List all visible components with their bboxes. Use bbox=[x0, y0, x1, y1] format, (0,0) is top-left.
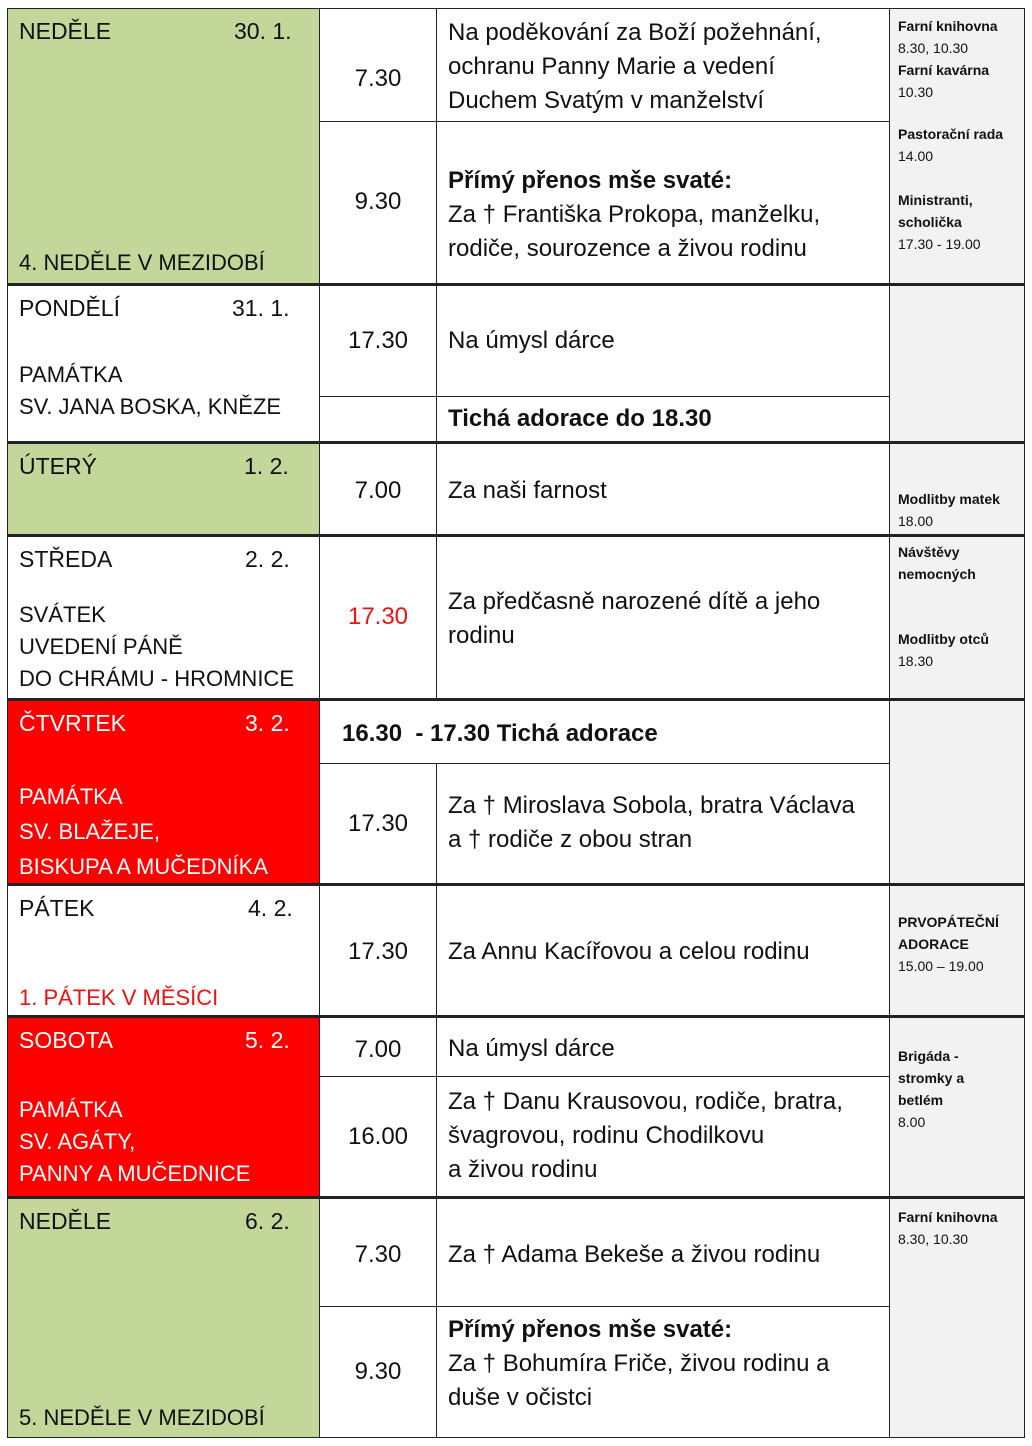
mass-time: 17.30 bbox=[347, 603, 409, 630]
day-name: ČTVRTEK bbox=[19, 710, 126, 736]
mass-intention: Za † Miroslava Sobola, bratra Václava a † rodiče z obou stran bbox=[448, 792, 855, 853]
mass-time-cell bbox=[319, 1196, 437, 1307]
mass-intention-cell bbox=[436, 1196, 890, 1307]
mass-time: 7.00 bbox=[354, 1036, 402, 1063]
notes-cell bbox=[889, 534, 1025, 699]
day-name: ÚTERÝ bbox=[19, 453, 97, 479]
note: Brigáda - stromky a betlém 8.00 bbox=[898, 1048, 965, 1130]
note: Pastorační rada 14.00 bbox=[898, 126, 1004, 164]
broadcast-heading: Přímý přenos mše svaté: bbox=[448, 167, 733, 194]
mass-time-cell bbox=[319, 283, 437, 397]
feast-name: PAMÁTKA SV. AGÁTY, PANNY A MUČEDNICE bbox=[19, 1097, 251, 1186]
notes-cell bbox=[889, 698, 1025, 884]
mass-intention-cell bbox=[436, 121, 890, 284]
feast-name: SVÁTEK UVEDENÍ PÁNĚ DO CHRÁMU - HROMNICE bbox=[19, 602, 294, 691]
mass-intention-cell bbox=[436, 441, 890, 535]
day-cell-tuesday bbox=[7, 441, 320, 535]
mass-intention: Na úmysl dárce bbox=[448, 327, 615, 354]
day-name: NEDĚLE bbox=[19, 1208, 112, 1234]
mass-time: 7.00 bbox=[354, 477, 402, 504]
adoration-cell bbox=[319, 698, 890, 764]
mass-intention: Na úmysl dárce bbox=[448, 1035, 615, 1062]
mass-intention-cell bbox=[436, 1015, 890, 1077]
mass-intention: Přímý přenos mše svaté: Za † Františka Prokopa, manželku, rodiče, sourozence a živou rodinu bbox=[448, 164, 879, 266]
notes-cell bbox=[889, 1196, 1025, 1438]
mass-time: 7.30 bbox=[354, 65, 402, 92]
note: Farní knihovna 8.30, 10.30 Farní kavárna 10.30 bbox=[898, 18, 998, 100]
mass-intention-cell bbox=[436, 763, 890, 884]
day-cell-saturday bbox=[7, 1015, 320, 1197]
day-date: 6. 2. bbox=[245, 1208, 290, 1234]
day-cell-sunday-30 bbox=[7, 8, 320, 284]
note: PRVOPÁTEČNÍ ADORACE 15.00 – 19.00 bbox=[898, 914, 999, 974]
day-name: SOBOTA bbox=[19, 1027, 114, 1053]
notes-cell bbox=[889, 883, 1025, 1016]
day-date: 2. 2. bbox=[245, 546, 290, 572]
mass-time-cell bbox=[319, 883, 437, 1016]
mass-time-cell bbox=[319, 534, 437, 699]
day-date: 31. 1. bbox=[232, 295, 290, 321]
mass-intention: Za předčasně narozené dítě a jeho rodinu bbox=[448, 588, 821, 649]
mass-time-cell bbox=[319, 8, 437, 122]
feast-name: 4. NEDĚLE V MEZIDOBÍ bbox=[19, 250, 265, 275]
day-cell-thursday bbox=[7, 698, 320, 884]
mass-time-cell bbox=[319, 1076, 437, 1197]
mass-intention-cell bbox=[436, 1076, 890, 1197]
mass-intention: Přímý přenos mše svaté: Za † Bohumíra Friče, živou rodinu a duše v očistci bbox=[448, 1313, 879, 1415]
mass-intention: Za Annu Kacířovou a celou rodinu bbox=[448, 938, 810, 965]
mass-intention-cell bbox=[436, 8, 890, 122]
empty-time-cell bbox=[319, 396, 437, 442]
feast-name: 5. NEDĚLE V MEZIDOBÍ bbox=[19, 1405, 265, 1430]
mass-intention-cell bbox=[436, 1306, 890, 1438]
mass-intention: Za † Danu Krausovou, rodiče, bratra, švagrovou, rodinu Chodilkovu a živou rodinu bbox=[448, 1088, 843, 1183]
mass-time-cell bbox=[319, 763, 437, 884]
day-name: STŘEDA bbox=[19, 546, 113, 572]
note: Farní knihovna 8.30, 10.30 bbox=[898, 1209, 998, 1247]
mass-time: 9.30 bbox=[354, 1358, 402, 1385]
note: Modlitby matek 18.00 bbox=[898, 491, 1000, 529]
day-cell-monday bbox=[7, 283, 320, 442]
day-date: 30. 1. bbox=[234, 18, 292, 44]
mass-intention: Na poděkování za Boží požehnání, ochranu Panny Marie a vedení Duchem Svatým v manželství bbox=[448, 19, 822, 114]
feast-name: PAMÁTKA SV. JANA BOSKA, KNĚZE bbox=[19, 362, 282, 419]
day-name: NEDĚLE bbox=[19, 18, 112, 44]
mass-intention-cell bbox=[436, 283, 890, 397]
mass-intention: Za † Adama Bekeše a živou rodinu bbox=[448, 1241, 821, 1268]
mass-time-cell bbox=[319, 1306, 437, 1438]
adoration-text: 16.30 - 17.30 Tichá adorace bbox=[342, 720, 658, 747]
mass-time-cell bbox=[319, 441, 437, 535]
day-date: 1. 2. bbox=[244, 453, 289, 479]
mass-intention-cell bbox=[436, 883, 890, 1016]
mass-time-cell bbox=[319, 121, 437, 284]
feast-name: PAMÁTKA SV. BLAŽEJE, BISKUPA A MUČEDNÍKA bbox=[19, 784, 269, 879]
notes-cell bbox=[889, 441, 1025, 535]
notes-cell bbox=[889, 283, 1025, 442]
notes-cell bbox=[889, 1015, 1025, 1197]
day-name: PÁTEK bbox=[19, 895, 95, 921]
note: Návštěvy nemocných bbox=[898, 544, 976, 582]
mass-time-cell bbox=[319, 1015, 437, 1077]
note: Modlitby otců 18.30 bbox=[898, 631, 989, 669]
mass-intention-cell bbox=[436, 534, 890, 699]
day-name: PONDĚLÍ bbox=[19, 295, 120, 321]
feast-name: 1. PÁTEK V MĚSÍCI bbox=[19, 985, 219, 1010]
day-cell-wednesday bbox=[7, 534, 320, 699]
mass-time: 7.30 bbox=[354, 1241, 402, 1268]
broadcast-heading: Přímý přenos mše svaté: bbox=[448, 1316, 733, 1343]
mass-time: 16.00 bbox=[347, 1123, 409, 1150]
day-date: 3. 2. bbox=[245, 710, 290, 736]
day-date: 5. 2. bbox=[245, 1027, 290, 1053]
notes-cell bbox=[889, 8, 1025, 284]
adoration-cell bbox=[436, 396, 890, 442]
mass-time: 9.30 bbox=[354, 188, 402, 215]
day-cell-friday bbox=[7, 883, 320, 1016]
mass-time: 17.30 bbox=[347, 938, 409, 965]
adoration-text: Tichá adorace do 18.30 bbox=[448, 405, 712, 432]
mass-time: 17.30 bbox=[347, 327, 409, 354]
mass-time: 17.30 bbox=[347, 810, 409, 837]
day-date: 4. 2. bbox=[248, 895, 293, 921]
note: Ministranti, scholička 17.30 - 19.00 bbox=[898, 192, 981, 252]
mass-intention: Za naši farnost bbox=[448, 477, 607, 504]
day-cell-sunday-6 bbox=[7, 1196, 320, 1438]
